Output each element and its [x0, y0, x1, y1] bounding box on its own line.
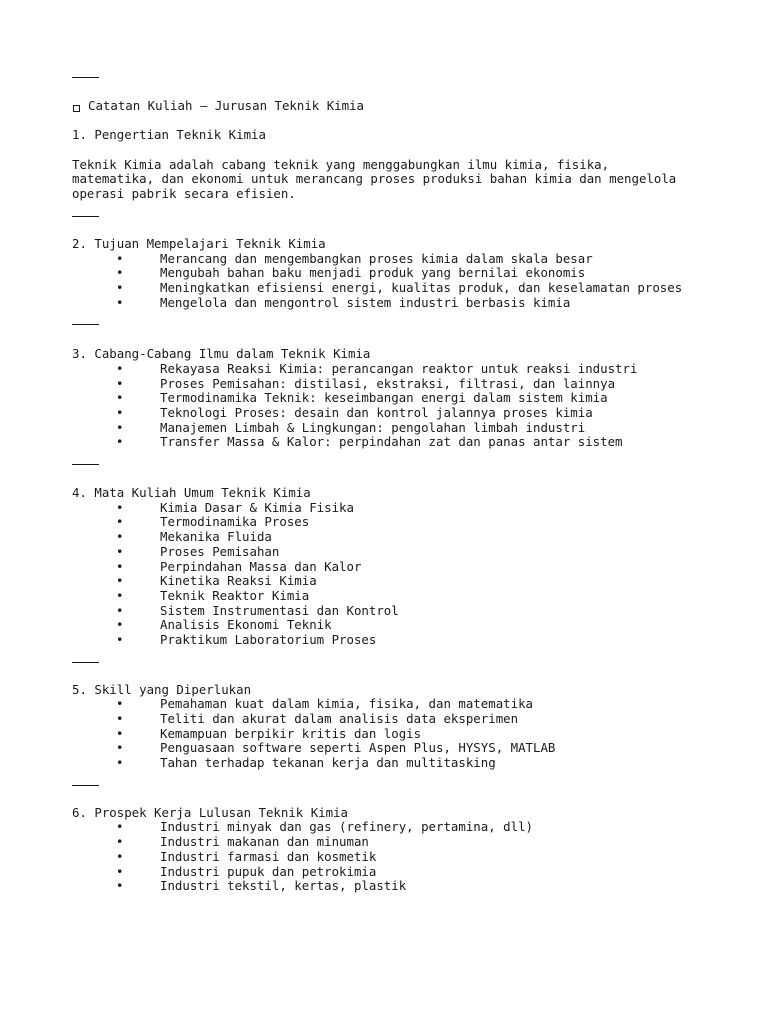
section-tujuan	[72, 237, 752, 310]
document-page	[72, 64, 752, 894]
bullet-icon: •	[116, 543, 124, 559]
section-heading: 3. Cabang-Cabang Ilmu dalam Teknik Kimia	[72, 346, 371, 362]
list-item: • Merancang dan mengembangkan proses kimia dalam skala besar	[72, 252, 752, 267]
list-item: • Mengelola dan mengontrol sistem industri berbasis kimia	[72, 296, 752, 311]
list-item: • Industri makanan dan minuman	[72, 835, 752, 850]
list-item: • Teknologi Proses: desain dan kontrol jalannya proses kimia	[72, 406, 752, 421]
section-heading: 4. Mata Kuliah Umum Teknik Kimia	[72, 485, 311, 501]
list-item: • Termodinamika Proses	[72, 515, 752, 530]
bullet-icon: •	[116, 390, 124, 406]
bullet-icon: •	[116, 631, 124, 647]
bullet-icon: •	[116, 863, 124, 879]
list-item: • Industri pupuk dan petrokimia	[72, 865, 752, 880]
list-item: • Perpindahan Massa dan Kalor	[72, 560, 752, 575]
section-cabang-ilmu	[72, 347, 752, 450]
bullet-icon: •	[116, 740, 124, 756]
list-item: • Sistem Instrumentasi dan Kontrol	[72, 604, 752, 619]
bullet-icon: •	[116, 279, 124, 295]
list-item: • Penguasaan software seperti Aspen Plus, HYSYS, MATLAB	[72, 741, 752, 756]
list-item: • Pemahaman kuat dalam kimia, fisika, dan matematika	[72, 697, 752, 712]
paragraph-line: matematika, dan ekonomi untuk merancang proses produksi bahan kimia dan mengelola	[72, 171, 677, 187]
bullet-icon: •	[116, 499, 124, 515]
list-item: • Kemampuan berpikir kritis dan logis	[72, 727, 752, 742]
bullet-icon: •	[116, 834, 124, 850]
bullet-icon: •	[116, 250, 124, 266]
bullet-icon: •	[116, 514, 124, 530]
list-item: • Tahan terhadap tekanan kerja dan multitasking	[72, 756, 752, 771]
list-item: • Meningkatkan efisiensi energi, kualitas produk, dan keselamatan proses	[72, 281, 752, 296]
section-heading: 5. Skill yang Diperlukan	[72, 681, 252, 697]
list-item: • Proses Pemisahan	[72, 545, 752, 560]
bullet-icon: •	[116, 848, 124, 864]
bullet-icon: •	[116, 265, 124, 281]
list-item: • Praktikum Laboratorium Proses	[72, 633, 752, 648]
list-item: • Manajemen Limbah & Lingkungan: pengolahan limbah industri	[72, 421, 752, 436]
bullet-icon: •	[116, 360, 124, 376]
list-item: • Mengubah bahan baku menjadi produk yang bernilai ekonomis	[72, 266, 752, 281]
list-item: • Mekanika Fluida	[72, 530, 752, 545]
list-item: • Teknik Reaktor Kimia	[72, 589, 752, 604]
bullet-icon: •	[116, 558, 124, 574]
bullet-icon: •	[116, 375, 124, 391]
bullet-icon: •	[116, 602, 124, 618]
bullet-icon: •	[116, 878, 124, 894]
list-item: • Kinetika Reaksi Kimia	[72, 574, 752, 589]
list-item: • Rekayasa Reaksi Kimia: perancangan reaktor untuk reaksi industri	[72, 362, 752, 377]
bullet-icon: •	[116, 755, 124, 771]
list-item: • Kimia Dasar & Kimia Fisika	[72, 501, 752, 516]
list-item: • Industri minyak dan gas (refinery, pertamina, dll)	[72, 820, 752, 835]
list-item: • Teliti dan akurat dalam analisis data eksperimen	[72, 712, 752, 727]
bullet-icon: •	[116, 696, 124, 712]
paragraph-line: Teknik Kimia adalah cabang teknik yang menggabungkan ilmu kimia, fisika,	[72, 156, 610, 172]
section-heading: 2. Tujuan Mempelajari Teknik Kimia	[72, 235, 326, 251]
bullet-icon: •	[116, 405, 124, 420]
bullet-icon: •	[116, 419, 124, 435]
list-item: • Industri tekstil, kertas, plastik	[72, 879, 752, 894]
bullet-icon: •	[116, 434, 124, 450]
bullet-icon: •	[116, 587, 124, 603]
section-mata-kuliah	[72, 486, 752, 648]
bullet-icon: •	[116, 294, 124, 310]
document-title-row	[72, 99, 752, 114]
notebook-icon	[73, 105, 80, 112]
list-item: • Transfer Massa & Kalor: perpindahan zat dan panas antar sistem	[72, 435, 752, 450]
section-pengertian	[72, 128, 752, 201]
list-item: • Analisis Ekonomi Teknik	[72, 618, 752, 633]
section-heading: 1. Pengertian Teknik Kimia	[72, 127, 266, 143]
bullet-icon: •	[116, 529, 124, 545]
bullet-icon: •	[116, 819, 124, 835]
bullet-icon: •	[116, 617, 124, 633]
list-item: • Termodinamika Teknik: keseimbangan energi dalam sistem kimia	[72, 391, 752, 406]
document-title: Catatan Kuliah – Jurusan Teknik Kimia	[88, 98, 365, 113]
section-heading: 6. Prospek Kerja Lulusan Teknik Kimia	[72, 804, 349, 820]
section-prospek-kerja	[72, 806, 752, 894]
bullet-icon: •	[116, 725, 124, 741]
section-skill	[72, 683, 752, 771]
paragraph-line: operasi pabrik secara efisien.	[72, 186, 296, 202]
list-item: • Proses Pemisahan: distilasi, ekstraksi, filtrasi, dan lainnya	[72, 377, 752, 392]
bullet-icon: •	[116, 573, 124, 589]
bullet-icon: •	[116, 711, 124, 726]
list-item: • Industri farmasi dan kosmetik	[72, 850, 752, 865]
